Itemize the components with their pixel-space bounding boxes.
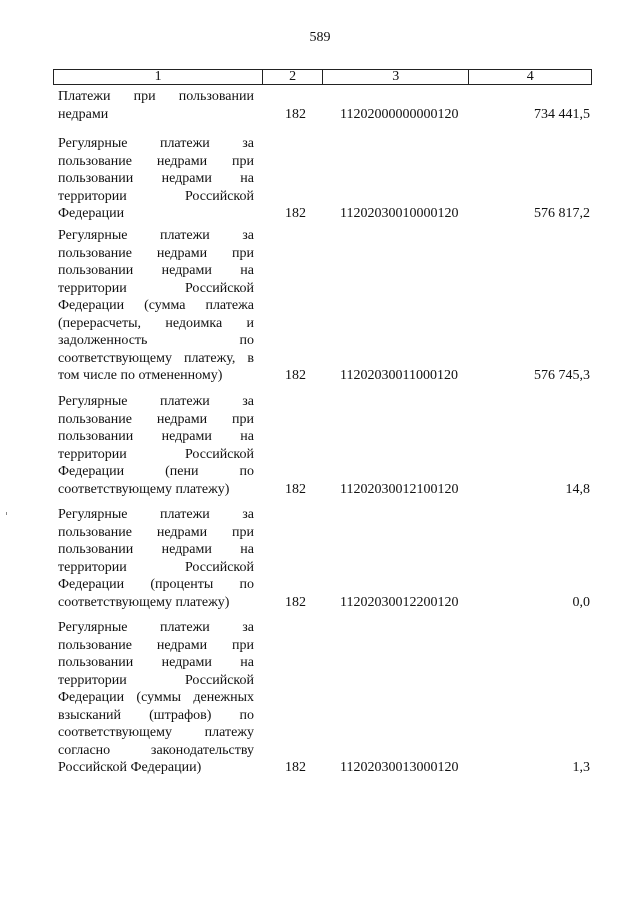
- description-line: территории Российской: [58, 559, 254, 575]
- description-line: соответствующему платежу): [58, 594, 230, 610]
- description-line: пользовании недрами на: [58, 429, 254, 444]
- row-description: [58, 135, 254, 223]
- row-description: [58, 393, 254, 498]
- row-description: [58, 619, 254, 777]
- description-line: Федерации (проценты по: [58, 577, 254, 592]
- description-line: соответствующему платежу): [58, 481, 230, 497]
- description-line: Регулярные платежи за: [58, 136, 254, 151]
- description-line: Российской Федерации): [58, 760, 202, 775]
- description-line: недрами: [58, 106, 109, 122]
- description-line: пользование недрами при: [58, 245, 254, 261]
- description-line: Федерации: [58, 206, 125, 221]
- header-col-1: 1: [54, 70, 263, 84]
- description-line: соответствующему платежу, в: [58, 350, 254, 366]
- description-line: Регулярные платежи за: [58, 394, 254, 409]
- description-line: пользовании недрами на: [58, 542, 254, 557]
- description-line: Регулярные платежи за: [58, 507, 254, 522]
- margin-mark: [6, 512, 7, 515]
- row-description: [58, 506, 254, 611]
- table-row: [58, 227, 590, 385]
- row-description: [58, 227, 254, 385]
- amount-value: 0,0: [572, 594, 590, 610]
- amount-value: 1,3: [572, 760, 590, 775]
- budget-code: 11202030013000120: [340, 760, 459, 775]
- description-line: Регулярные платежи за: [58, 228, 254, 243]
- description-line: территории Российской: [58, 280, 254, 296]
- table-header: [53, 69, 592, 85]
- description-line: пользование недрами при: [58, 411, 254, 427]
- amount-value: 576 817,2: [534, 206, 590, 221]
- description-line: том числе по отмененному): [58, 368, 223, 383]
- page-number: 589: [309, 30, 331, 45]
- description-line: задолженность по: [58, 333, 254, 348]
- admin-code: 182: [285, 481, 306, 497]
- description-line: Федерации (суммы денежных: [58, 690, 254, 705]
- description-line: соответствующему платежу: [58, 725, 254, 740]
- admin-code: 182: [285, 106, 306, 122]
- description-line: пользование недрами при: [58, 153, 254, 169]
- budget-code: 11202030011000120: [340, 368, 458, 383]
- table-row: [58, 88, 590, 123]
- table-row: [58, 506, 590, 611]
- description-line: пользовании недрами на: [58, 655, 254, 670]
- header-col-4: 4: [526, 69, 534, 84]
- amount-value: 734 441,5: [534, 106, 590, 122]
- description-line: пользование недрами при: [58, 524, 254, 540]
- header-col-2: 2: [263, 70, 323, 84]
- budget-code: 11202030012100120: [340, 481, 459, 497]
- admin-code: 182: [285, 368, 306, 383]
- table-row: [58, 619, 590, 777]
- description-line: (перерасчеты, недоимка и: [58, 315, 254, 331]
- budget-code: 11202030012200120: [340, 594, 459, 610]
- amount-value: 14,8: [565, 481, 590, 497]
- description-line: взысканий (штрафов) по: [58, 707, 254, 723]
- budget-code: 11202030010000120: [340, 206, 459, 221]
- row-description: [58, 88, 254, 123]
- budget-code: 11202000000000120: [340, 106, 459, 122]
- description-line: территории Российской: [58, 188, 254, 204]
- description-line: пользовании недрами на: [58, 171, 254, 186]
- description-line: пользовании недрами на: [58, 263, 254, 278]
- admin-code: 182: [285, 206, 306, 221]
- description-line: Регулярные платежи за: [58, 620, 254, 635]
- description-line: пользование недрами при: [58, 637, 254, 653]
- table-row: [58, 135, 590, 223]
- description-line: территории Российской: [58, 672, 254, 688]
- table-row: [58, 393, 590, 498]
- admin-code: 182: [285, 760, 306, 775]
- amount-value: 576 745,3: [534, 368, 590, 383]
- description-line: территории Российской: [58, 446, 254, 462]
- description-line: согласно законодательству: [58, 742, 254, 758]
- description-line: Федерации (пени по: [58, 464, 254, 479]
- description-line: Платежи при пользовании: [58, 89, 254, 104]
- description-line: Федерации (сумма платежа: [58, 298, 254, 313]
- admin-code: 182: [285, 594, 306, 610]
- header-col-3: 3: [323, 70, 469, 84]
